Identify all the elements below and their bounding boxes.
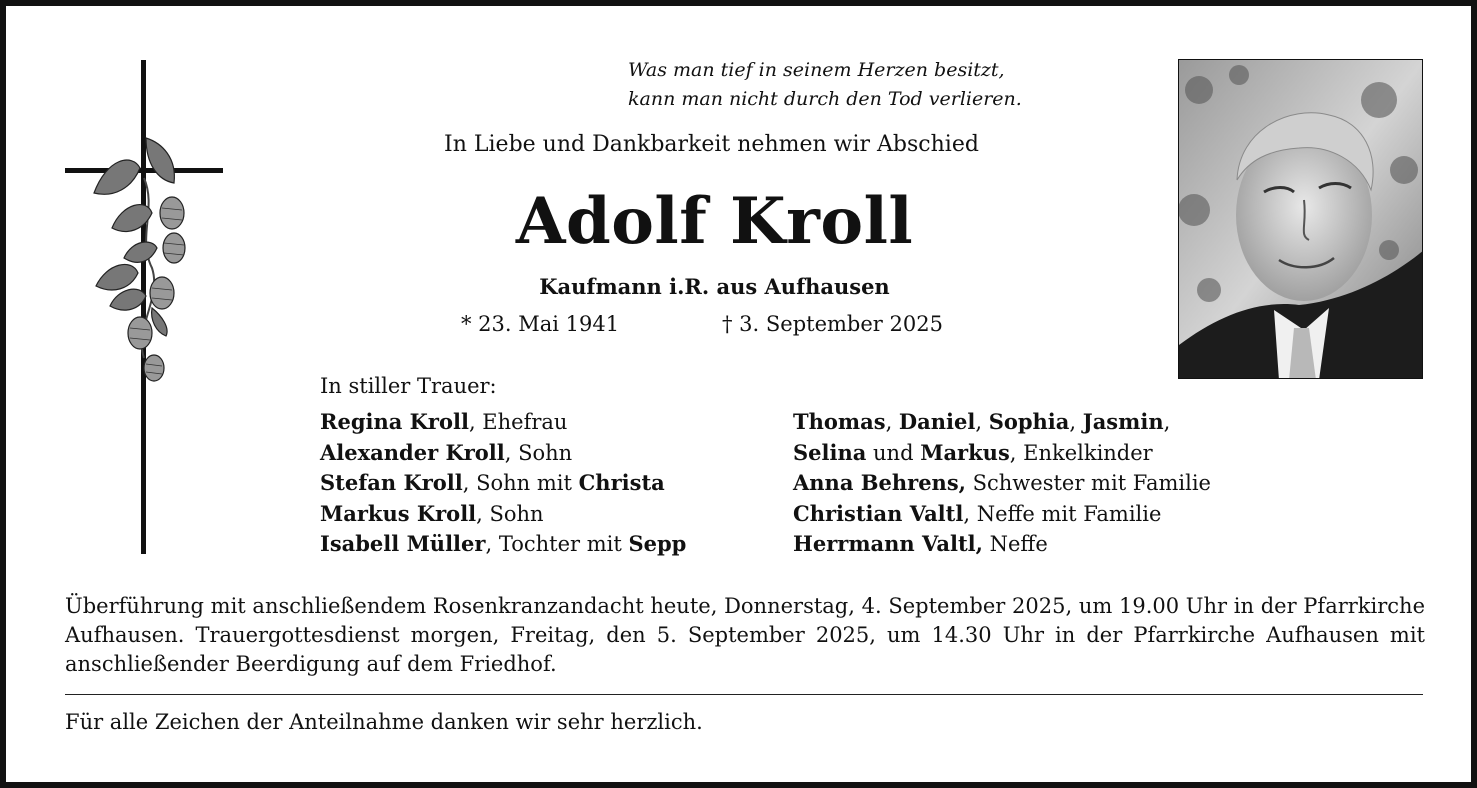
mourner-relation: , [975,410,989,434]
mourner-name: Herrmann Valtl, [793,531,983,556]
thanks-text: Für alle Zeichen der Anteilnahme danken wir sehr herzlich. [65,710,703,734]
mourner-relation: Neffe [982,532,1048,556]
mourners-label: In stiller Trauer: [320,374,497,398]
mourner-line [320,499,686,530]
deceased-name: Adolf Kroll [515,184,914,259]
mourner-relation: und [866,440,921,465]
mourner-line [793,438,1211,469]
motto-quote [628,56,1022,114]
mourner-name: Markus Kroll [320,500,477,526]
mourner-name: Stefan Kroll [320,470,463,495]
motto-line-2: kann man nicht durch den Tod verlieren. [628,88,1022,110]
mourner-name: Sophia [988,409,1070,434]
mourner-relation: , Neffe mit Familie [963,501,1162,526]
mourner-relation: , [1069,410,1083,434]
mourner-line [793,468,1211,499]
mourners-list-left [320,407,686,560]
intro-text [6,132,1423,157]
mourner-relation: , Sohn [476,501,544,526]
mourner-relation: , Sohn mit [462,471,579,495]
funeral-announcement: Überführung mit anschließendem Rosenkranzandacht heute, Donnerstag, 4. September 2025, um 19.00 Uhr in der Pfarrkirche Aufhausen. Trauergottesdienst morgen, Freitag, den 5. September 2025, um 14.30 Uhr in der Pfarrkirche Aufhausen mit anschließender Beerdigung auf dem Friedhof. [65,594,1425,676]
mourner-line [793,407,1211,438]
mourner-line [320,407,686,438]
mourner-relation: , Ehefrau [468,410,568,434]
mourner-name: Daniel [898,409,976,434]
mourner-name: Christa [578,470,665,495]
birth-date: * 23. Mai 1941 [461,312,620,336]
mourner-relation: Schwester mit Familie [965,471,1211,495]
mourner-name: Alexander Kroll [320,439,505,465]
mourner-line [320,468,686,499]
mourner-name: Regina Kroll [320,409,469,434]
mourner-line [793,529,1211,560]
mourner-name: Jasmin [1082,409,1164,434]
intro-line: In Liebe und Dankbarkeit nehmen wir Abschied [444,132,979,157]
mourner-line [320,438,686,469]
divider [65,694,1423,695]
mourner-line [793,499,1211,530]
mourner-relation: , [1163,410,1171,434]
mourners-list-right [793,407,1211,560]
motto-line-1: Was man tief in seinem Herzen besitzt, [628,59,1005,81]
mourner-name: Sepp [628,531,687,556]
mourner-name: Thomas [793,409,886,434]
death-date: † 3. September 2025 [722,312,943,336]
mourner-name: Selina [793,439,867,465]
mourner-name: Markus [920,439,1010,465]
mourner-relation: , Enkelkinder [1009,440,1153,465]
mourner-name: Christian Valtl [793,500,964,526]
mourner-name: Isabell Müller [320,531,486,556]
mourner-relation: , [885,410,899,434]
mourner-relation: , Sohn [504,440,573,465]
mourner-name: Anna Behrens, [793,470,966,495]
mourner-relation: , Tochter mit [485,532,629,556]
deceased-profession: Kaufmann i.R. aus Aufhausen [539,274,890,299]
mourner-line [320,529,686,560]
